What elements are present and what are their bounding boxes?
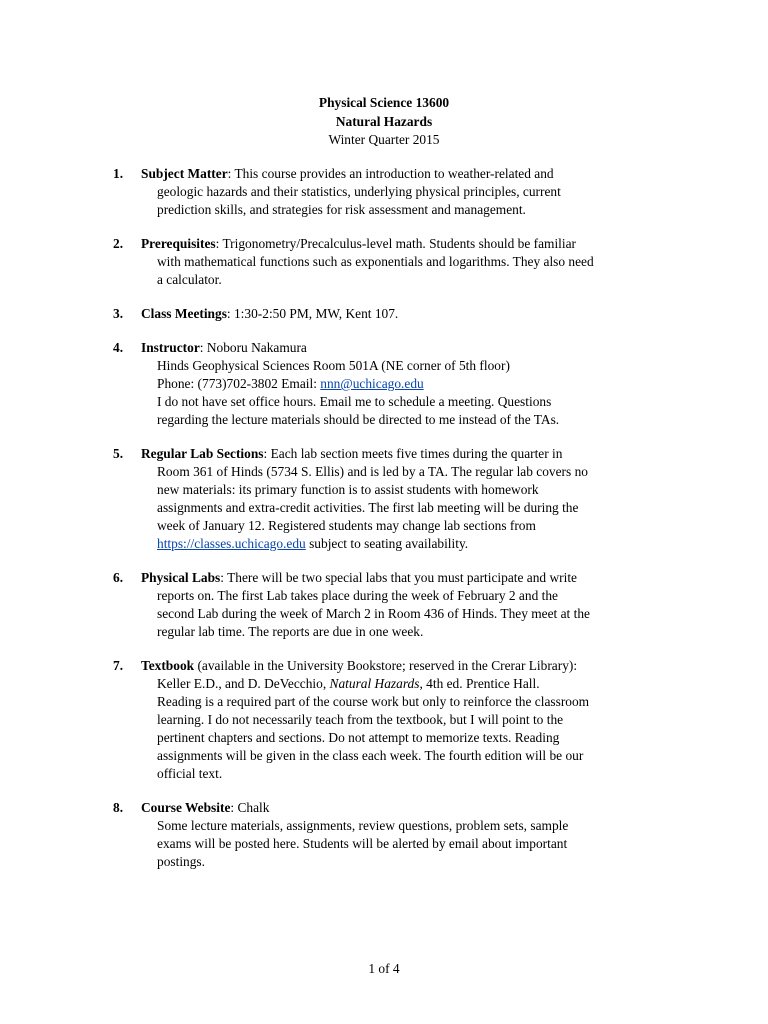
item-text-line: assignments and extra-credit activities. The first lab meeting will be during the [157,500,579,515]
item-text: : 1:30-2:50 PM, MW, Kent 107. [226,306,399,321]
syllabus-header [0,94,768,150]
item-instructor [113,339,653,429]
syllabus-list [113,165,653,887]
book-title: Natural Hazards [329,676,420,691]
office-location: Hinds Geophysical Sciences Room 501A (NE corner of 5th floor) [157,358,510,373]
item-label: Instructor [141,340,200,355]
book-edition: , 4th ed. Prentice Hall. [419,676,540,691]
item-text-line: week of January 12. Registered students may change lab sections from [157,518,536,533]
item-number: 3. [113,306,124,321]
item-number: 4. [113,340,124,355]
page-number: 1 of 4 [368,961,400,976]
item-text-line: a calculator. [157,272,222,287]
item-class-meetings [113,305,653,323]
item-number: 6. [113,570,124,585]
classes-link[interactable]: https://classes.uchicago.edu [157,536,306,551]
item-number: 2. [113,236,124,251]
item-number: 8. [113,800,124,815]
item-text-line: Some lecture materials, assignments, review questions, problem sets, sample [157,818,569,833]
item-text: : Trigonometry/Precalculus-level math. Students should be familiar [215,236,577,251]
item-text: (available in the University Bookstore; reserved in the Crerar Library): [194,658,578,673]
item-label: Course Website [141,800,231,815]
item-physical-labs [113,569,653,641]
item-text-line: official text. [157,766,223,781]
item-text-line: with mathematical functions such as exponentials and logarithms. They also need [157,254,594,269]
item-label: Prerequisites [141,236,216,251]
item-text-line: assignments will be given in the class each week. The fourth edition will be our [157,748,584,763]
item-text-line: pertinent chapters and sections. Do not attempt to memorize texts. Reading [157,730,560,745]
item-number: 5. [113,446,124,461]
course-title: Natural Hazards [335,113,433,129]
item-text-line: postings. [157,854,205,869]
item-text: : Noboru Nakamura [199,340,307,355]
item-text-line: learning. I do not necessarily teach from the textbook, but I will point to the [157,712,564,727]
item-label: Physical Labs [141,570,221,585]
item-text-line: regarding the lecture materials should be directed to me instead of the TAs. [157,412,560,427]
item-text-line: geologic hazards and their statistics, underlying physical principles, current [157,184,561,199]
item-number: 7. [113,658,124,673]
item-text: : Chalk [230,800,270,815]
course-number: Physical Science 13600 [318,95,450,110]
item-text: : There will be two special labs that you must participate and write [220,570,577,585]
item-text-line: regular lab time. The reports are due in one week. [157,624,424,639]
item-prerequisites [113,235,653,289]
item-subject-matter [113,165,653,219]
item-text-line: Reading is a required part of the course work but only to reinforce the classroom [157,694,590,709]
item-text-line: prediction skills, and strategies for risk assessment and management. [157,202,526,217]
course-term: Winter Quarter 2015 [328,132,440,147]
item-text: : This course provides an introduction to weather-related and [227,166,554,181]
item-label: Subject Matter [141,166,228,181]
item-label: Regular Lab Sections [141,446,264,461]
item-text-line: exams will be posted here. Students will be alerted by email about important [157,836,568,851]
book-authors: Keller E.D., and D. DeVecchio, [157,676,330,691]
item-textbook [113,657,653,783]
item-text-line: second Lab during the week of March 2 in Room 436 of Hinds. They meet at the [157,606,590,621]
item-text: subject to seating availability. [305,536,469,551]
item-text-line: new materials: its primary function is to assist students with homework [157,482,539,497]
item-text-line: I do not have set office hours. Email me to schedule a meeting. Questions [157,394,552,409]
item-course-website [113,799,653,871]
email-link[interactable]: nnn@uchicago.edu [320,376,424,391]
item-text-line: reports on. The first Lab takes place during the week of February 2 and the [157,588,558,603]
item-label: Class Meetings [141,306,227,321]
item-text-line: Room 361 of Hinds (5734 S. Ellis) and is led by a TA. The regular lab covers no [157,464,588,479]
item-number: 1. [113,166,124,181]
item-regular-lab-sections [113,445,653,553]
item-label: Textbook [141,658,195,673]
item-text: : Each lab section meets five times during the quarter in [263,446,563,461]
phone-text: Phone: (773)702-3802 Email: [157,376,321,391]
